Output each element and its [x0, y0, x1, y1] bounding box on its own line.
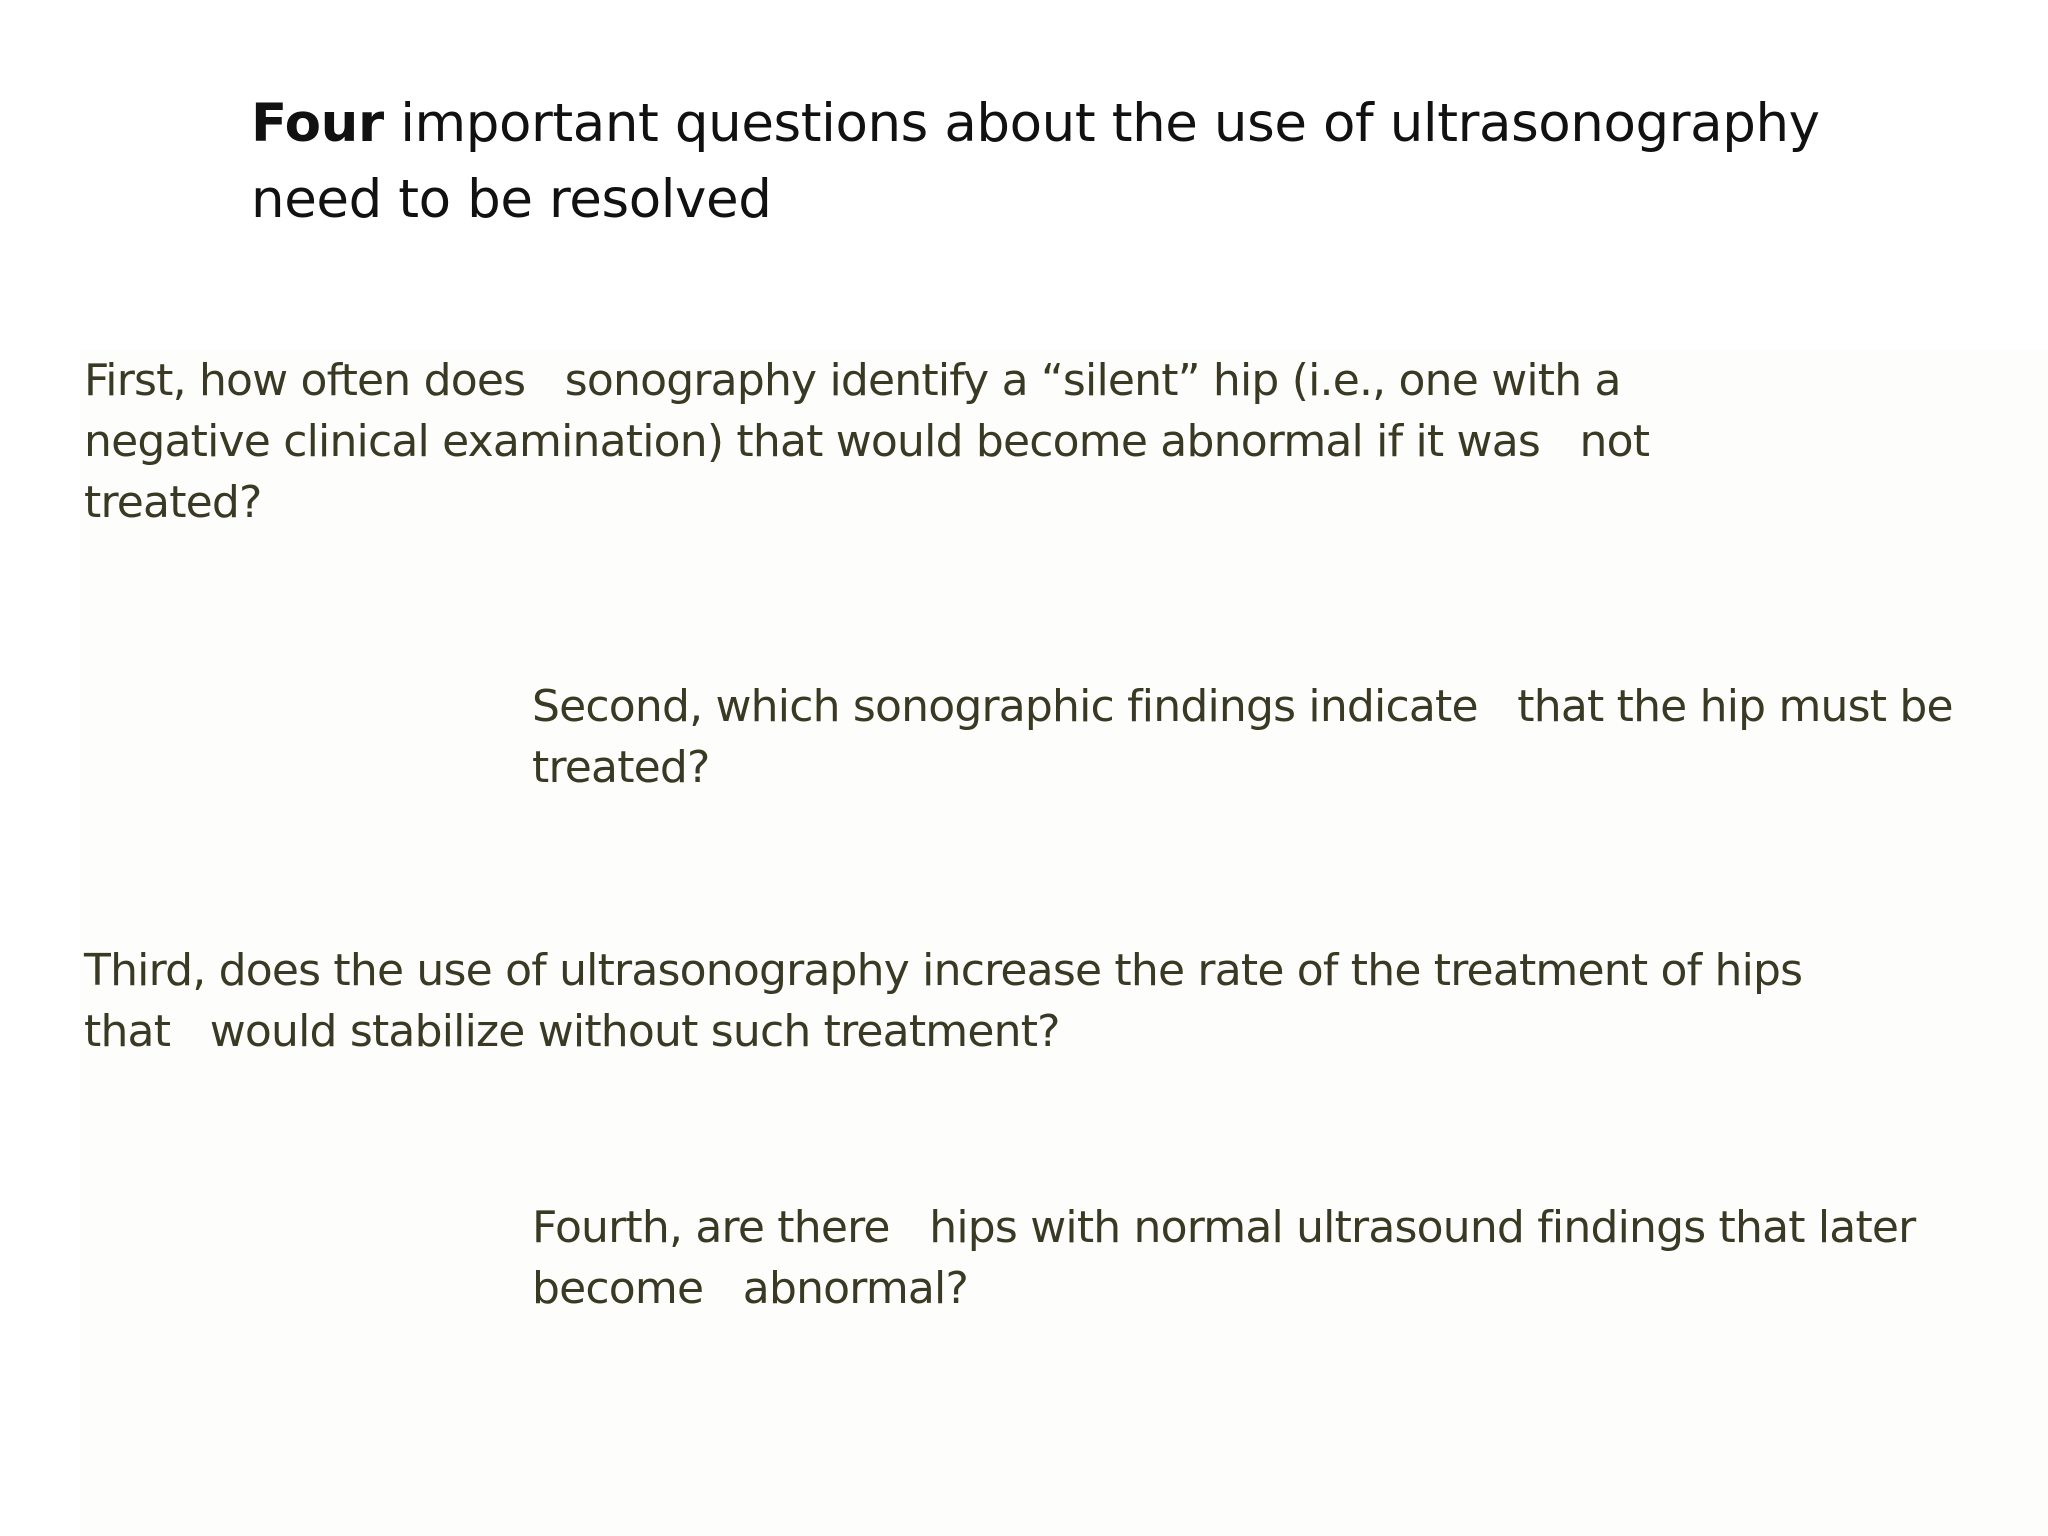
question-line: treated? [84, 477, 262, 528]
question-second [532, 676, 1953, 798]
question-line: that would stabilize without such treatment? [84, 1006, 1060, 1057]
slide-title [251, 86, 1871, 238]
question-first [84, 350, 1649, 533]
title-line-2: need to be resolved [251, 169, 772, 230]
question-line: Fourth, are there hips with normal ultrasound findings that later [532, 1202, 1916, 1253]
question-line: become abnormal? [532, 1263, 969, 1314]
question-line: First, how often does sonography identify a “silent” hip (i.e., one with a [84, 355, 1621, 406]
question-third [84, 940, 1802, 1062]
question-fourth [532, 1197, 1915, 1319]
question-line: treated? [532, 742, 710, 793]
title-line-1-rest: important questions about the use of ultrasonography [383, 93, 1820, 154]
question-line: Third, does the use of ultrasonography increase the rate of the treatment of hips [84, 945, 1803, 996]
question-line: negative clinical examination) that would become abnormal if it was not [84, 416, 1650, 467]
title-emphasis: Four [251, 93, 384, 154]
question-line: Second, which sonographic findings indicate that the hip must be [532, 681, 1953, 732]
